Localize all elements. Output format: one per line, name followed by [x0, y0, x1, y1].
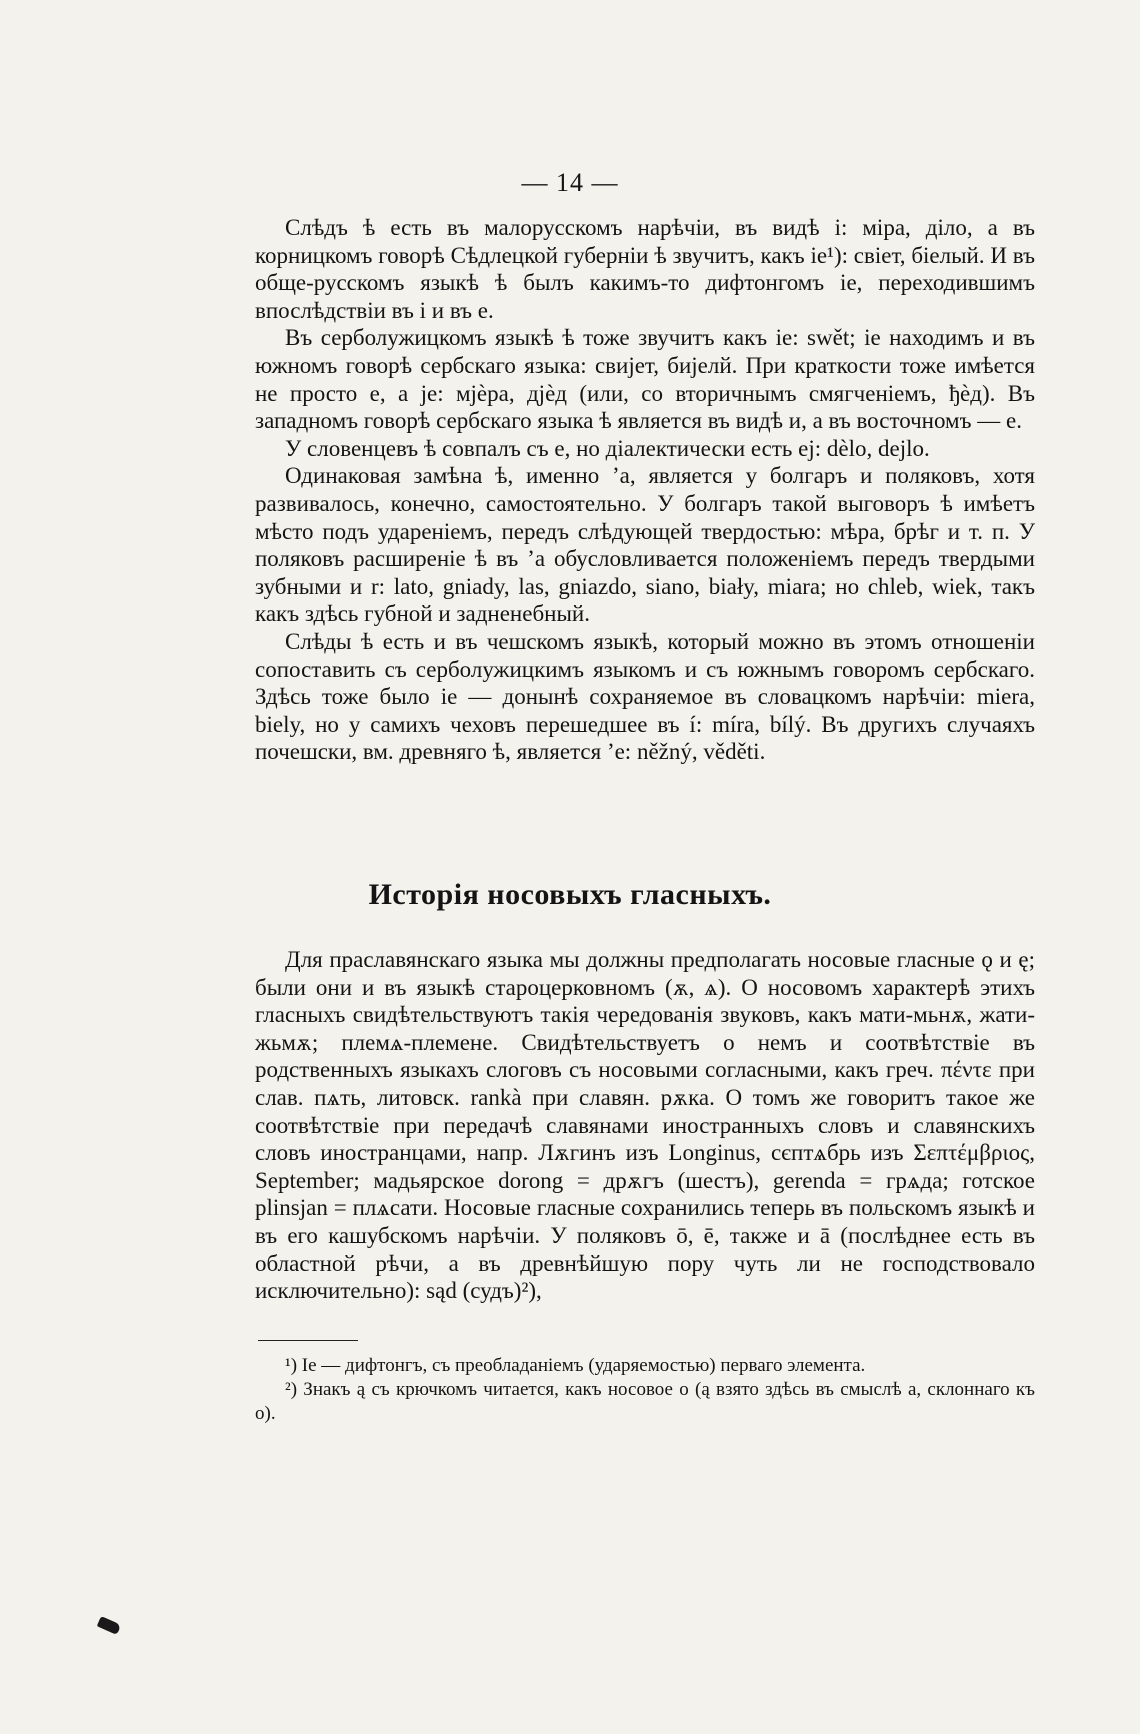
paragraph: Въ серболужицкомъ языкѣ ѣ тоже звучитъ какъ іе: swět; іе находимъ и въ южномъ говорѣ сербскаго языка: свиjет, биjелй. При краткости тоже имѣется не просто е, а jе: мjèра, дjèд (или, со вторичнымъ смягченіемъ, ђèд). Въ западномъ говорѣ сербскаго языка ѣ является въ видѣ и, а въ восточномъ — е.: [255, 325, 1035, 434]
ink-blot-mark: [97, 1616, 122, 1635]
section-two-text: [255, 946, 1035, 1305]
section-heading: Исторія носовыхъ гласныхъ.: [368, 878, 772, 911]
footnote: ²) Знакъ ą съ крючкомъ читается, какъ носовое о (ą взято здѣсь въ смыслѣ а, склоннаго къ о).: [255, 1379, 1035, 1424]
footnote: ¹) Іе — дифтонгъ, съ преобладаніемъ (ударяемостью) перваго элемента.: [285, 1355, 866, 1376]
footnote-divider: [258, 1340, 358, 1341]
footnotes: [255, 1354, 1035, 1426]
paragraph: Слѣдъ ѣ есть въ малорусскомъ нарѣчіи, въ видѣ і: міра, діло, а въ корницкомъ говорѣ Сѣдлецкой губерніи ѣ звучитъ, какъ іе¹): свіет, біелый. И въ обще-русскомъ языкѣ ѣ былъ какимъ-то дифтонгомъ іе, переходившимъ впослѣдствіи въ і и въ е.: [255, 215, 1035, 323]
page-number: — 14 —: [521, 168, 619, 197]
paragraph: Для праславянскаго языка мы должны предполагать носовые гласные ǫ и ę; были они и въ языкѣ староцерковномъ (ѫ, ѧ). О носовомъ характерѣ этихъ гласныхъ свидѣтельствуютъ такія чередованія звуковъ, какъ мати-мьнѫ, жати-жьмѫ; племѧ-племене. Свидѣтельствуетъ о немъ и соотвѣтствіе въ родственныхъ языкахъ слоговъ съ носовыми согласными, какъ греч. πέντε при слав. пѧть, литовск. rankà при славян. рѫка. О томъ же говоритъ такое же соотвѣтствіе при передачѣ славянами иностранныхъ словъ и славянскихъ словъ иностранцами, напр. Лѫгинъ изъ Longinus, сєптѧбрь изъ Σεπτέμβριος, September; мадьярское dorong = дрѫгъ (шестъ), gerenda = грѧда; готское plinsjan = плѧсати. Носовые гласные сохранились теперь въ польскомъ языкѣ и въ его кашубскомъ нарѣчіи. У поляковъ ō, ē, также и ā (послѣднее есть въ областной рѣчи, а въ древнѣйшую пору чуть ли не господствовало исключительно): sąd (судъ)²),: [255, 947, 1035, 1304]
paragraph: Слѣды ѣ есть и въ чешскомъ языкѣ, который можно въ этомъ отношеніи сопоставить съ серболужицкимъ языкомъ и съ южнымъ говоромъ сербскаго. Здѣсь тоже было іе — донынѣ сохраняемое въ словацкомъ нарѣчіи: miera, biely, но у самихъ чеховъ перешедшее въ í: míra, bílý. Въ другихъ случаяхъ почешски, вм. древняго ѣ, является ʼе: něžný, věděti.: [255, 628, 1035, 765]
paragraph: У словенцевъ ѣ совпалъ съ е, но діалектически есть еj: dèlo, dejlo.: [285, 435, 930, 461]
paragraph: Одинаковая замѣна ѣ, именно ʼа, является у болгаръ и поляковъ, хотя развивалось, конечно, самостоятельно. У болгаръ такой выговоръ ѣ имѣетъ мѣсто подъ удареніемъ, передъ слѣдующей твердостью: мѣра, брѣг и т. п. У поляковъ расширеніе ѣ въ ʼа обусловливается положеніемъ передъ твердыми зубными и r: lato, gniady, las, gniazdo, siano, biały, miara; но chleb, wiek, такъ какъ здѣсь губной и задненебный.: [255, 463, 1035, 627]
section-one-text: [255, 214, 1035, 766]
